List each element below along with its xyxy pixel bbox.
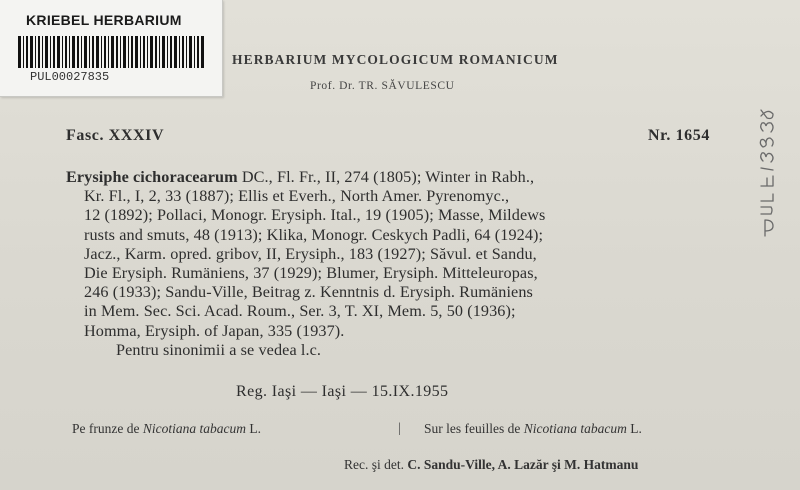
host-french: Sur les feuilles de Nicotiana tabacum L. xyxy=(424,421,642,436)
citation-line: Jacz., Karm. opred. gribov, II, Erysiph., 183 (1927); Săvul. et Sandu, xyxy=(84,244,537,263)
barcode-label xyxy=(0,0,223,97)
host-romanian: Pe frunze de Nicotiana tabacum L. xyxy=(72,421,261,436)
citation-line: Homma, Erysiph. of Japan, 335 (1937). xyxy=(84,321,345,340)
synonymy-note: Pentru sinonimii a se vedea l.c. xyxy=(116,340,322,359)
specimen-number: Nr. 1654 xyxy=(648,127,710,144)
host-species: Nicotiana tabacum xyxy=(142,421,246,436)
collector-names: C. Sandu-Ville, A. Lazăr şi M. Hatmanu xyxy=(407,457,639,472)
herbarium-editor: Prof. Dr. TR. SĂVULESCU xyxy=(310,80,455,92)
citation-line: Erysiphe cichoracearum DC., Fl. Fr., II, 274 (1805); Winter in Rabh., xyxy=(66,168,535,186)
handwritten-accession-annotation xyxy=(735,100,795,240)
locality-date: Reg. Iaşi — Iaşi — 15.IX.1955 xyxy=(236,383,449,400)
barcode-id: PUL00027835 xyxy=(30,70,110,84)
host-species: Nicotiana tabacum xyxy=(523,421,627,436)
citation-line: in Mem. Sec. Sci. Acad. Roum., Ser. 3, T. XI, Mem. 5, 50 (1936); xyxy=(84,302,516,321)
barcode-title: KRIEBEL HERBARIUM xyxy=(26,12,182,28)
fascicle-number: Fasc. XXXIV xyxy=(66,127,165,144)
citation-line: 246 (1933); Sandu-Ville, Beitrag z. Kenntnis d. Erysiph. Rumäniens xyxy=(84,283,533,302)
collectors: Rec. şi det. C. Sandu-Ville, A. Lazăr şi M. Hatmanu xyxy=(344,457,639,472)
host-separator: | xyxy=(398,420,401,435)
species-name: Erysiphe cichoracearum xyxy=(66,168,238,186)
herbarium-title: HERBARIUM MYCOLOGICUM ROMANICUM xyxy=(232,52,559,67)
citation-line: Die Erysiph. Rumäniens, 37 (1929); Blumer, Erysiph. Mitteleuropas, xyxy=(84,264,538,283)
species-citation xyxy=(66,168,736,360)
citation-line: Kr. Fl., I, 2, 33 (1887); Ellis et Everh., North Amer. Pyrenomyc., xyxy=(84,187,510,206)
citation-line: 12 (1892); Pollaci, Monogr. Erysiph. Ital., 19 (1905); Masse, Mildews xyxy=(84,206,546,225)
citation-line: rusts and smuts, 48 (1913); Klika, Monogr. Ceskych Padli, 64 (1924); xyxy=(84,225,544,244)
barcode-icon xyxy=(18,36,204,68)
